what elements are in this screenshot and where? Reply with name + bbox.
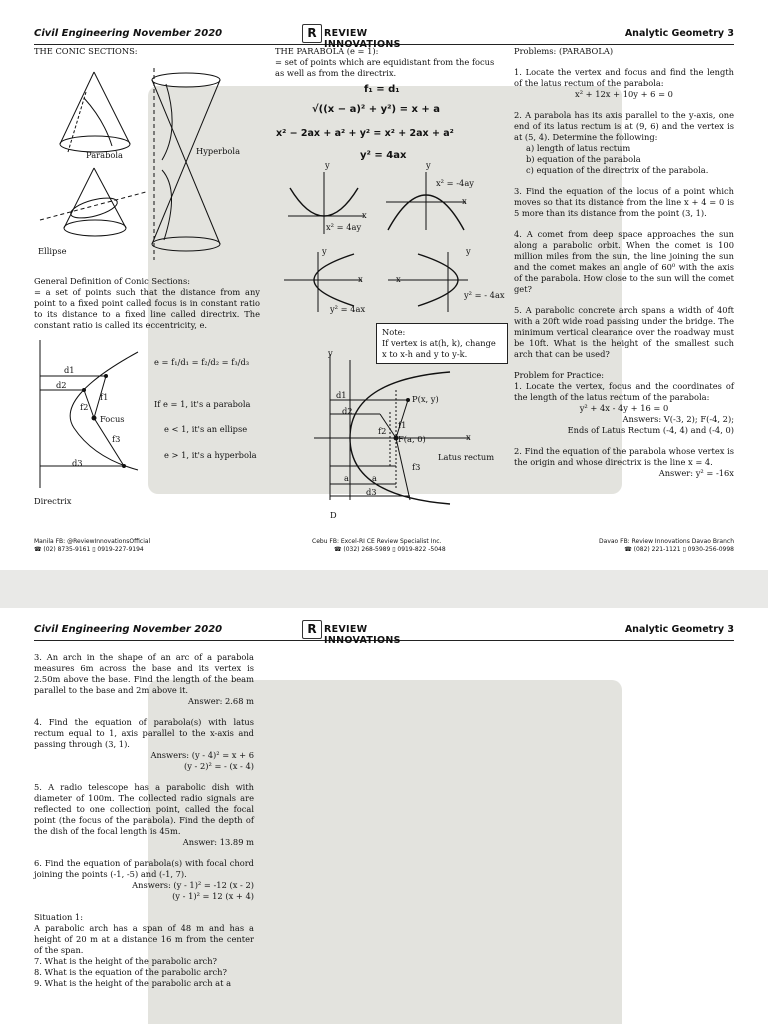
label-f1: f1 [100, 392, 109, 402]
page-2 [0, 608, 768, 1024]
graph4-x-axis: x [396, 274, 401, 284]
problems-column [514, 46, 734, 479]
label-directrix: Directrix [34, 496, 72, 506]
practice-2: 2. Find the equation of the parabola whose vertex is the origin and whose directrix is the line x = 4. [514, 446, 734, 467]
logo-mark-icon: R [302, 620, 322, 639]
header-subject: Analytic Geometry 3 [624, 624, 734, 635]
graph3-x-axis: x [358, 274, 363, 284]
situation-title: Situation 1: [34, 912, 83, 922]
label-d3: d3 [72, 458, 83, 468]
diag-d2: d2 [342, 406, 353, 416]
conic-sections-heading: THE CONIC SECTIONS: [34, 46, 138, 56]
page-footer [34, 538, 734, 558]
equation-3: x² − 2ax + a² + y² = x² + 2ax + a² [276, 128, 454, 139]
graph1-y-axis: y [325, 160, 330, 170]
label-f3: f3 [112, 434, 121, 444]
diag-f1: f1 [398, 420, 407, 430]
header-subject: Analytic Geometry 3 [624, 28, 734, 39]
diag-d3: d3 [366, 487, 377, 497]
page-header [34, 24, 734, 50]
footer-cebu-fb: Cebu FB: Excel-RI CE Review Specialist Inc. [312, 538, 442, 545]
question-5-answer: Answer: 13.89 m [182, 837, 254, 847]
eccentricity-ratio: e = f₁/d₁ = f₂/d₂ = f₃/d₃ [154, 357, 250, 367]
practice-1-answer-2: Ends of Latus Rectum (-4, 4) and (-4, 0) [567, 425, 734, 435]
problem-2-item-a: a) length of latus rectum [526, 143, 631, 153]
question-4-answer-2: (y - 2)² = - (x - 4) [183, 761, 254, 771]
graph2-label: x² = -4ay [436, 178, 474, 188]
label-d2: d2 [56, 380, 67, 390]
label-d1: d1 [64, 365, 75, 375]
review-innovations-logo [302, 24, 442, 50]
parabola-orientation-graphs [278, 164, 488, 324]
problem-2: 2. A parabola has its axis parallel to the y-axis, one end of its latus rectum is at (9, 6) and the vertex is at (5, 4). Determine the following: [514, 110, 734, 142]
header-course-title: Civil Engineering November 2020 [34, 28, 223, 39]
practice-1-equation: y² + 4x - 4y + 16 = 0 [579, 403, 669, 413]
practice-1: 1. Locate the vertex, focus and the coordinates of the length of the latus rectum of the parabola: [514, 381, 734, 402]
footer-cebu-phone: ☎ (032) 268-5989 ▯ 0919-822 -5048 [334, 546, 446, 553]
question-6: 6. Find the equation of parabola(s) with focal chord joining the points (-1, -5) and (-1, 7). [34, 858, 254, 879]
question-6-answer-1: Answers: (y - 1)² = -12 (x - 2) [132, 880, 254, 890]
graph3-label: y² = 4ax [330, 304, 366, 314]
practice-1-answer-1: Answers: V(-3, 2); F(-4, 2); [622, 414, 734, 424]
eccentricity-diagram [34, 338, 154, 498]
diagram-y-axis: y [328, 348, 333, 358]
practice-2-answer: Answer: y² = -16x [658, 468, 734, 478]
diagram-x-axis: x [466, 432, 471, 442]
practice-title: Problem for Practice: [514, 370, 605, 380]
general-definition-text: = a set of points such that the distance from any point to a fixed point called focus is in constant ratio to its distance to a fixed line called directrix. The constant ratio is called its eccentricity, e. [34, 287, 260, 330]
general-definition-title: General Definition of Conic Sections: [34, 276, 191, 286]
graph4-label: y² = - 4ax [464, 290, 505, 300]
problem-1: 1. Locate the vertex and focus and find the length of the latus rectum of the parabola: [514, 67, 734, 88]
graph4-y-axis: y [466, 246, 471, 256]
diag-f3: f3 [412, 462, 421, 472]
footer-davao-fb: Davao FB: Review Innovations Davao Branch [599, 538, 734, 545]
logo-text: REVIEW INNOVATIONS [324, 28, 401, 50]
point-p: P(x, y) [412, 394, 439, 404]
general-definition [34, 276, 260, 331]
graph2-x-axis: x [462, 196, 467, 206]
point-focus: F(a, 0) [398, 434, 426, 444]
problem-3: 3. Find the equation of the locus of a point which moves so that its distance from the line x + 4 = 0 is 5 more than its distance from the point (3, 1). [514, 186, 734, 218]
question-3-answer: Answer: 2.68 m [188, 696, 254, 706]
case-ellipse: e < 1, it's an ellipse [164, 424, 248, 434]
equation-1: f₁ = d₁ [364, 84, 400, 95]
footer-manila-fb: Manila FB: @ReviewInnovationsOfficial [34, 538, 151, 545]
parabola-section [275, 46, 505, 79]
diag-f2: f2 [378, 426, 387, 436]
label-focus: Focus [100, 414, 125, 424]
conic-sections-figure [34, 60, 254, 270]
situation-text: A parabolic arch has a span of 48 m and has a height of 20 m at a distance 16 m from the center of the span. [34, 923, 254, 955]
equation-4: y² = 4ax [360, 150, 407, 161]
problem-2-item-c: c) equation of the directrix of the parabola. [526, 165, 709, 175]
question-4: 4. Find the equation of parabola(s) with latus rectum equal to 1, axis parallel to the x-axis and passing through (3, 1). [34, 717, 254, 749]
question-5: 5. A radio telescope has a parabolic dish with diameter of 100m. The collected radio signals are reflected to one collection point, called the focal point (the focus of the parabola). Find the depth of the dish of the focal length is 45m. [34, 782, 254, 836]
header-course-title: Civil Engineering November 2020 [34, 624, 223, 635]
question-4-answer-1: Answers: (y - 4)² = x + 6 [150, 750, 254, 760]
footer-davao-phone: ☎ (082) 221-1121 ▯ 0930-256-0998 [624, 546, 734, 553]
graph1-label: x² = 4ay [326, 222, 362, 232]
label-ellipse: Ellipse [38, 246, 67, 256]
problem-2-item-b: b) equation of the parabola [526, 154, 641, 164]
footer-manila-phone: ☎ (02) 8735-9161 ▯ 0919-227-9194 [34, 546, 144, 553]
problem-5: 5. A parabolic concrete arch spans a width of 40ft with a 20ft wide road passing under the bridge. The minimum vertical clearance over the roadway must be 10ft. What is the height of the smallest such arch that can be used? [514, 305, 734, 359]
parabola-definition: = set of points which are equidistant from the focus as well as from the directrix. [275, 57, 495, 78]
page-2-problems [34, 652, 254, 989]
question-9: 9. What is the height of the parabolic arch at a [34, 978, 232, 988]
case-hyperbola: e > 1, it's a hyperbola [164, 450, 257, 460]
question-8: 8. What is the equation of the parabolic arch? [34, 967, 227, 977]
case-parabola: If e = 1, it's a parabola [154, 399, 251, 409]
diag-a-right: a [372, 473, 377, 483]
question-3: 3. An arch in the shape of an arc of a parabola measures 6m across the base and its vertex is 2.50m above the base. Find the length of the beam parallel to the base and 2m above it. [34, 652, 254, 695]
logo-mark-icon: R [302, 24, 322, 43]
page-header [34, 620, 734, 646]
graph3-y-axis: y [322, 246, 327, 256]
label-f2: f2 [80, 402, 89, 412]
question-7: 7. What is the height of the parabolic arch? [34, 956, 217, 966]
problems-title: Problems: (PARABOLA) [514, 46, 614, 56]
label-parabola: Parabola [86, 150, 123, 160]
problem-4: 4. A comet from deep space approaches the sun along a parabolic orbit. When the comet is 100 million miles from the sun, the line joining the sun and the comet makes an angle of 60⁰ with the axis of the parabola. How close to the sun will the comet get? [514, 229, 734, 294]
review-innovations-logo [302, 620, 442, 646]
diag-a-left: a [344, 473, 349, 483]
graph1-x-axis: x [362, 210, 367, 220]
parabola-title: THE PARABOLA (e = 1): [275, 46, 379, 56]
graph2-y-axis: y [426, 160, 431, 170]
note-title: Note: [382, 327, 406, 337]
latus-rectum-label: Latus rectum [438, 452, 495, 462]
diag-directrix-d: D [330, 510, 337, 520]
problem-1-equation: x² + 12x + 10y + 6 = 0 [575, 89, 673, 99]
equation-2: √((x − a)² + y²) = x + a [312, 104, 440, 115]
label-hyperbola: Hyperbola [196, 146, 241, 156]
note-text: If vertex is at(h, k), change x to x-h and y to y-k. [382, 338, 496, 359]
logo-text: REVIEW INNOVATIONS [324, 624, 401, 646]
question-6-answer-2: (y - 1)² = 12 (x + 4) [172, 891, 254, 901]
diag-d1: d1 [336, 390, 347, 400]
